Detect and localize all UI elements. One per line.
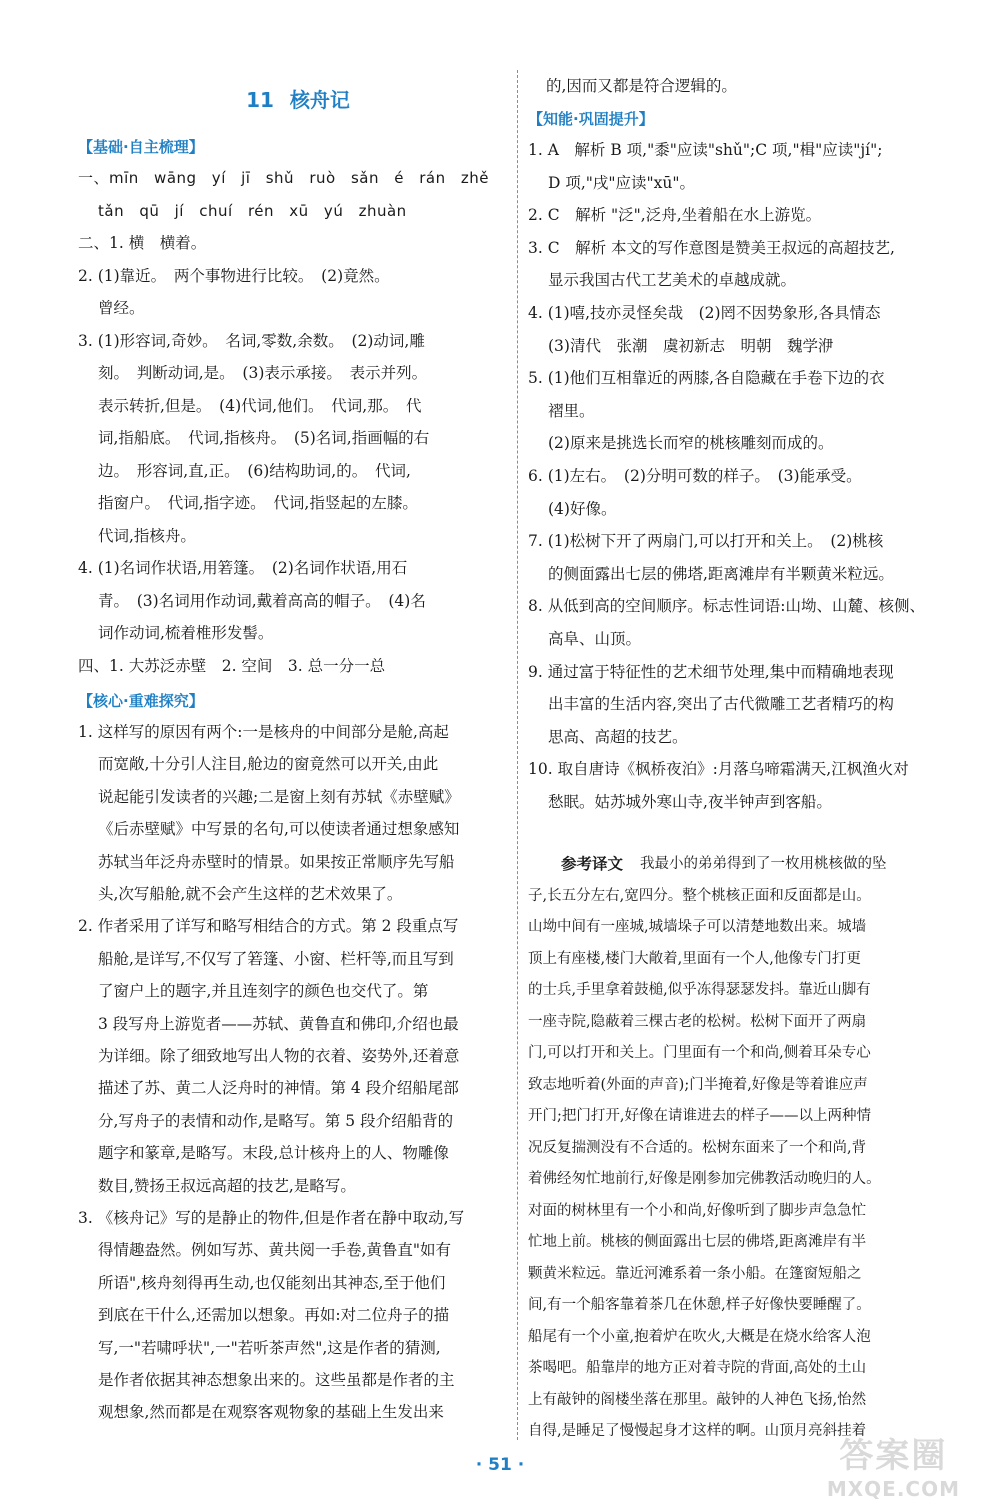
translation-line: 一座寺院,隐蔽着三棵古老的松树。松树下面开了两扇 [528, 1013, 867, 1030]
translation-line: 我最小的弟弟得到了一枚用桃核做的坠 [640, 856, 887, 872]
lesson-title [78, 84, 518, 113]
section-heading-practice: 【知能·巩固提升】 [528, 110, 654, 128]
text-line: 6. (1)左右。 (2)分明可数的样子。 (3)能承受。 [528, 467, 862, 485]
text-line: 代词,指核舟。 [98, 526, 196, 545]
text-line: 分,写舟子的表情和动作,是略写。第 5 段介绍船背的 [98, 1111, 454, 1130]
text-line: 词,指船底。 代词,指核舟。 (5)名词,指画幅的右 [98, 429, 430, 447]
text-line: 的侧面露出七层的佛塔,距离滩岸有半颗黄米粒远。 [548, 564, 894, 583]
translation-line: 忙地上前。桃核的侧面露出七层的佛塔,距离滩岸有半 [528, 1234, 867, 1250]
text-line: 《后赤壁赋》中写景的名句,可以使读者通过想象感知 [98, 820, 460, 839]
text-line: 苏轼当年泛舟赤壁时的情景。如果按正常顺序先写船 [98, 852, 455, 871]
translation-line: 门,可以打开和关上。门里面有一个和尚,侧着耳朵专心 [528, 1045, 871, 1061]
text-line: 4. (1)名词作状语,用箬篷。 (2)名词作状语,用石 [78, 559, 408, 577]
translation-line: 顶上有座楼,楼门大敞着,里面有一个人,他像专门打更 [528, 950, 861, 967]
text-line: 表示转折,但是。 (4)代词,他们。 代词,那。 代 [98, 396, 422, 415]
translation-line: 对面的树林里有一个小和尚,好像听到了脚步声急急忙 [528, 1202, 867, 1219]
translation-line: 况反复揣测没有不合适的。松树东面来了一个和尚,背 [528, 1139, 867, 1156]
text-line: 显示我国古代工艺美术的卓越成就。 [548, 271, 797, 290]
text-line: 高阜、山顶。 [548, 630, 642, 648]
translation-line: 子,长五分左右,宽四分。整个桃核正面和反面都是山。 [528, 887, 871, 904]
text-line: 褶里。 [548, 401, 595, 420]
text-line: 数目,赞扬王叔远高超的技艺,是略写。 [98, 1176, 356, 1195]
text-line: 出丰富的生活内容,突出了古代微雕工艺者精巧的构 [548, 695, 894, 714]
text-line: 1. A 解析 B 项,"黍"应读"shǔ";C 项,"楫"应读"jí"; [528, 141, 883, 159]
translation-line: 致志地听着(外面的声音);门半掩着,好像是等着谁应声 [528, 1076, 868, 1093]
section-heading-core: 【核心·重难探究】 [78, 692, 204, 710]
translation-line: 上有敲钟的阁楼坐落在那里。敲钟的人神色飞扬,怡然 [528, 1391, 867, 1408]
translation-line: 的士兵,手里拿着鼓槌,似乎冻得瑟瑟发抖。靠近山脚有 [528, 982, 871, 998]
text-line: 词作动词,梳着椎形发髻。 [98, 624, 274, 642]
text-line: 指窗户。 代词,指字迹。 代词,指竖起的左膝。 [98, 494, 418, 512]
text-line: 4. (1)嘻,技亦灵怪矣哉 (2)罔不因势象形,各具情态 [528, 304, 881, 322]
text-line: 10. 取自唐诗《枫桥夜泊》:月落乌啼霜满天,江枫渔火对 [528, 760, 909, 779]
text-line: 一、mīn wāng yí jī shǔ ruò sǎn é rán zhě [78, 169, 489, 187]
watermark-url: MXQE.COM [826, 1477, 960, 1501]
text-line: 写,一"若啸呼状",一"若听茶声然",这是作者的猜测, [98, 1338, 441, 1357]
text-line: 1. 这样写的原因有两个:一是核舟的中间部分是舱,高起 [78, 723, 449, 741]
text-line: 5. (1)他们互相靠近的两膝,各自隐藏在手卷下边的衣 [528, 369, 885, 388]
column-divider [517, 70, 518, 1440]
text-line: 3 段写舟上游览者——苏轼、黄鲁直和佛印,介绍也最 [98, 1014, 459, 1033]
translation-label: 参考译文 [561, 855, 624, 873]
text-line: 的,因而又都是符合逻辑的。 [546, 77, 737, 95]
text-line: 3. (1)形容词,奇妙。 名词,零数,余数。 (2)动词,雕 [78, 331, 425, 350]
text-line: 而宽敞,十分引人注目,舱边的窗竟然可以开关,由此 [98, 755, 439, 774]
text-line: 二、1. 横 横着。 [78, 234, 207, 252]
text-line: 得情趣盎然。例如写苏、黄共阅一手卷,黄鲁直"如有 [98, 1241, 452, 1260]
text-line: 思高、高超的技艺。 [548, 727, 688, 746]
text-line: 头,次写船舱,就不会产生这样的艺术效果了。 [98, 885, 403, 903]
text-line: 2. 作者采用了详写和略写相结合的方式。第 2 段重点写 [78, 917, 459, 936]
text-line: 3. 《核舟记》写的是静止的物件,但是作者在静中取动,写 [78, 1209, 465, 1227]
text-line: tǎn qū jí chuí rén xū yú zhuàn [98, 201, 407, 220]
text-line: 边。 形容词,直,正。 (6)结构助词,的。 代词, [98, 461, 411, 480]
text-line: D 项,"戌"应读"xū"。 [548, 173, 696, 192]
lesson-name: 核舟记 [289, 88, 350, 112]
text-line: 为详细。除了细致地写出人物的衣着、姿势外,还着意 [98, 1047, 460, 1065]
text-line: 曾经。 [98, 299, 145, 317]
text-line: 四、1. 大苏泛赤壁 2. 空间 3. 总一分一总 [78, 656, 386, 675]
translation-line: 开门;把门打开,好像在请谁进去的样子——以上两种情 [528, 1108, 871, 1124]
text-line: (2)原来是挑选长而窄的桃核雕刻而成的。 [548, 434, 834, 453]
translation-line: 茶喝吧。船靠岸的地方正对着寺院的背面,高处的土山 [528, 1360, 867, 1376]
text-line: (3)清代 张潮 虞初新志 明朝 魏学洢 [548, 336, 834, 355]
page-number: · 51 · [475, 1455, 525, 1475]
text-line: 2. C 解析 "泛",泛舟,坐着船在水上游览。 [528, 206, 822, 225]
translation-line: 船尾有一个小童,抱着炉在吹火,大概是在烧水给客人泡 [528, 1328, 871, 1345]
text-line: 说起能引发读者的兴趣;二是窗上刻有苏轼《赤壁赋》 [98, 787, 460, 806]
watermark [827, 1428, 960, 1501]
watermark-logo: 答案圈 [839, 1436, 948, 1476]
text-line: 是作者依据其神态想象出来的。这些虽都是作者的主 [98, 1371, 455, 1389]
translation-line: 着佛经匆忙地前行,好像是刚参加完佛教活动晚归的人。 [528, 1171, 881, 1187]
text-line: 刻。 判断动词,是。 (3)表示承接。 表示并列。 [98, 364, 428, 382]
text-line: 描述了苏、黄二人泛舟时的神情。第 4 段介绍船尾部 [98, 1079, 459, 1098]
text-line: 8. 从低到高的空间顺序。标志性词语:山坳、山麓、核侧、 [528, 597, 925, 616]
translation-line: 山坳中间有一座城,城墙垛子可以清楚地数出来。城墙 [528, 919, 867, 935]
text-line: (4)好像。 [548, 499, 617, 518]
lesson-number: 11 [246, 88, 274, 112]
text-line: 2. (1)靠近。 两个事物进行比较。 (2)竟然。 [78, 266, 390, 285]
text-line: 到底在干什么,还需加以想象。再如:对二位舟子的描 [98, 1306, 450, 1325]
text-line: 3. C 解析 本文的写作意图是赞美王叔远的高超技艺, [528, 238, 895, 257]
text-line: 愁眠。姑苏城外寒山寺,夜半钟声到客船。 [548, 793, 832, 811]
translation-line: 间,有一个船客靠着茶几在休憩,样子好像快要睡醒了。 [528, 1297, 871, 1313]
text-line: 船舱,是详写,不仅写了箬篷、小窗、栏杆等,而且写到 [98, 949, 454, 968]
text-line: 青。 (3)名词用作动词,戴着高高的帽子。 (4)名 [98, 591, 426, 610]
section-heading-basics: 【基础·自主梳理】 [78, 138, 204, 156]
text-line: 观想象,然而都是在观察客观物象的基础上生发出来 [98, 1403, 444, 1422]
text-line: 7. (1)松树下开了两扇门,可以打开和关上。 (2)桃核 [528, 532, 884, 551]
translation-line: 自得,是睡足了慢慢起身才这样的啊。山顶月亮斜挂着 [528, 1423, 867, 1439]
text-line: 9. 通过富于特征性的艺术细节处理,集中而精确地表现 [528, 662, 894, 681]
text-line: 了窗户上的题字,并且连刻字的颜色也交代了。第 [98, 982, 429, 1001]
text-line: 所语",核舟刻得再生动,也仅能刻出其神态,至于他们 [98, 1273, 446, 1292]
text-line: 题字和篆章,是略写。末段,总计核舟上的人、物雕像 [98, 1144, 449, 1163]
translation-line: 颗黄米粒远。靠近河滩系着一条小船。在篷窗短船之 [528, 1265, 862, 1282]
